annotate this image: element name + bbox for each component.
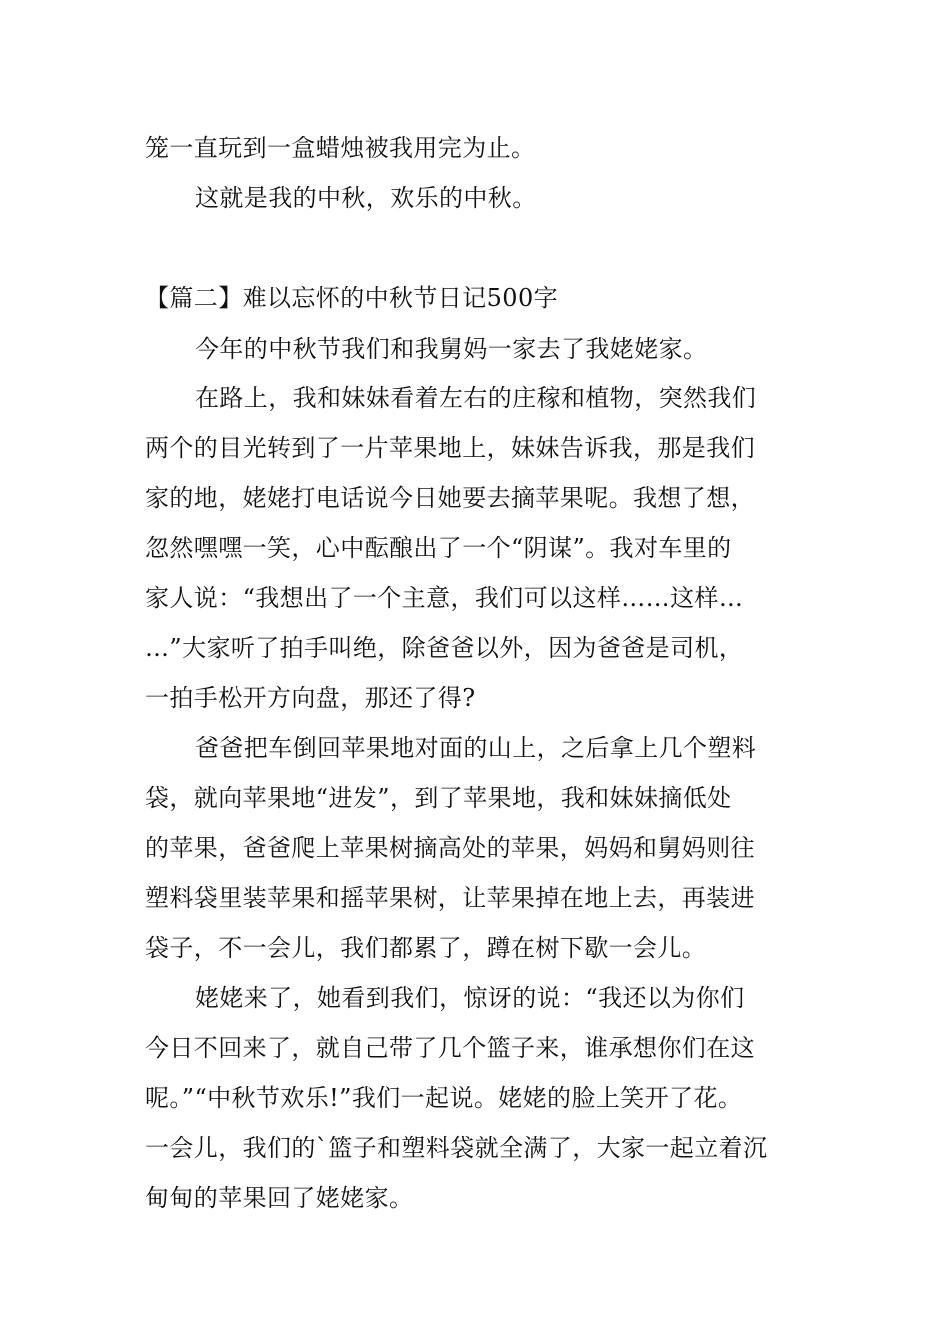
paragraph-line: 姥姥来了，她看到我们，惊讶的说：“我还以为你们 (195, 984, 745, 1012)
paragraph-line: 爸爸把车倒回苹果地对面的山上，之后拿上几个塑料 (195, 734, 757, 762)
paragraph-line: 忽然嘿嘿一笑，心中酝酿出了一个“阴谋”。我对车里的 (145, 534, 732, 562)
paragraph-line: 的苹果，爸爸爬上苹果树摘高处的苹果，妈妈和舅妈则往 (145, 834, 755, 862)
paragraph-line: 呢。”“中秋节欢乐!”我们一起说。姥姥的脸上笑开了花。 (145, 1084, 743, 1112)
paragraph-line: 袋，就向苹果地“进发”，到了苹果地，我和妹妹摘低处 (145, 784, 732, 812)
paragraph-line: 笼一直玩到一盒蜡烛被我用完为止。 (145, 134, 536, 162)
paragraph-line: 家人说：“我想出了一个主意，我们可以这样……这样… (145, 584, 744, 612)
paragraph-line: 甸甸的苹果回了姥姥家。 (145, 1184, 414, 1212)
paragraph-line: 在路上，我和妹妹看着左右的庄稼和植物，突然我们 (195, 384, 757, 412)
paragraph-line: 塑料袋里装苹果和摇苹果树，让苹果掉在地上去，再装进 (145, 884, 755, 912)
paragraph-line: 今年的中秋节我们和我舅妈一家去了我姥姥家。 (195, 335, 708, 363)
paragraph-line: 袋子，不一会儿，我们都累了，蹲在树下歇一会儿。 (145, 934, 707, 962)
section-title: 【篇二】难以忘怀的中秋节日记500字 (145, 284, 559, 312)
paragraph-line: …”大家听了拍手叫绝，除爸爸以外，因为爸爸是司机， (145, 634, 744, 662)
paragraph-line: 两个的目光转到了一片苹果地上，妹妹告诉我，那是我们 (145, 434, 755, 462)
paragraph-line: 这就是我的中秋，欢乐的中秋。 (195, 184, 537, 212)
paragraph-line: 一会儿，我们的`篮子和塑料袋就全满了，大家一起立着沉 (145, 1134, 768, 1162)
paragraph-line: 今日不回来了，就自己带了几个篮子来，谁承想你们在这 (145, 1034, 755, 1062)
paragraph-line: 一拍手松开方向盘，那还了得? (145, 684, 476, 712)
paragraph-line: 家的地，姥姥打电话说今日她要去摘苹果呢。我想了想， (145, 484, 755, 512)
